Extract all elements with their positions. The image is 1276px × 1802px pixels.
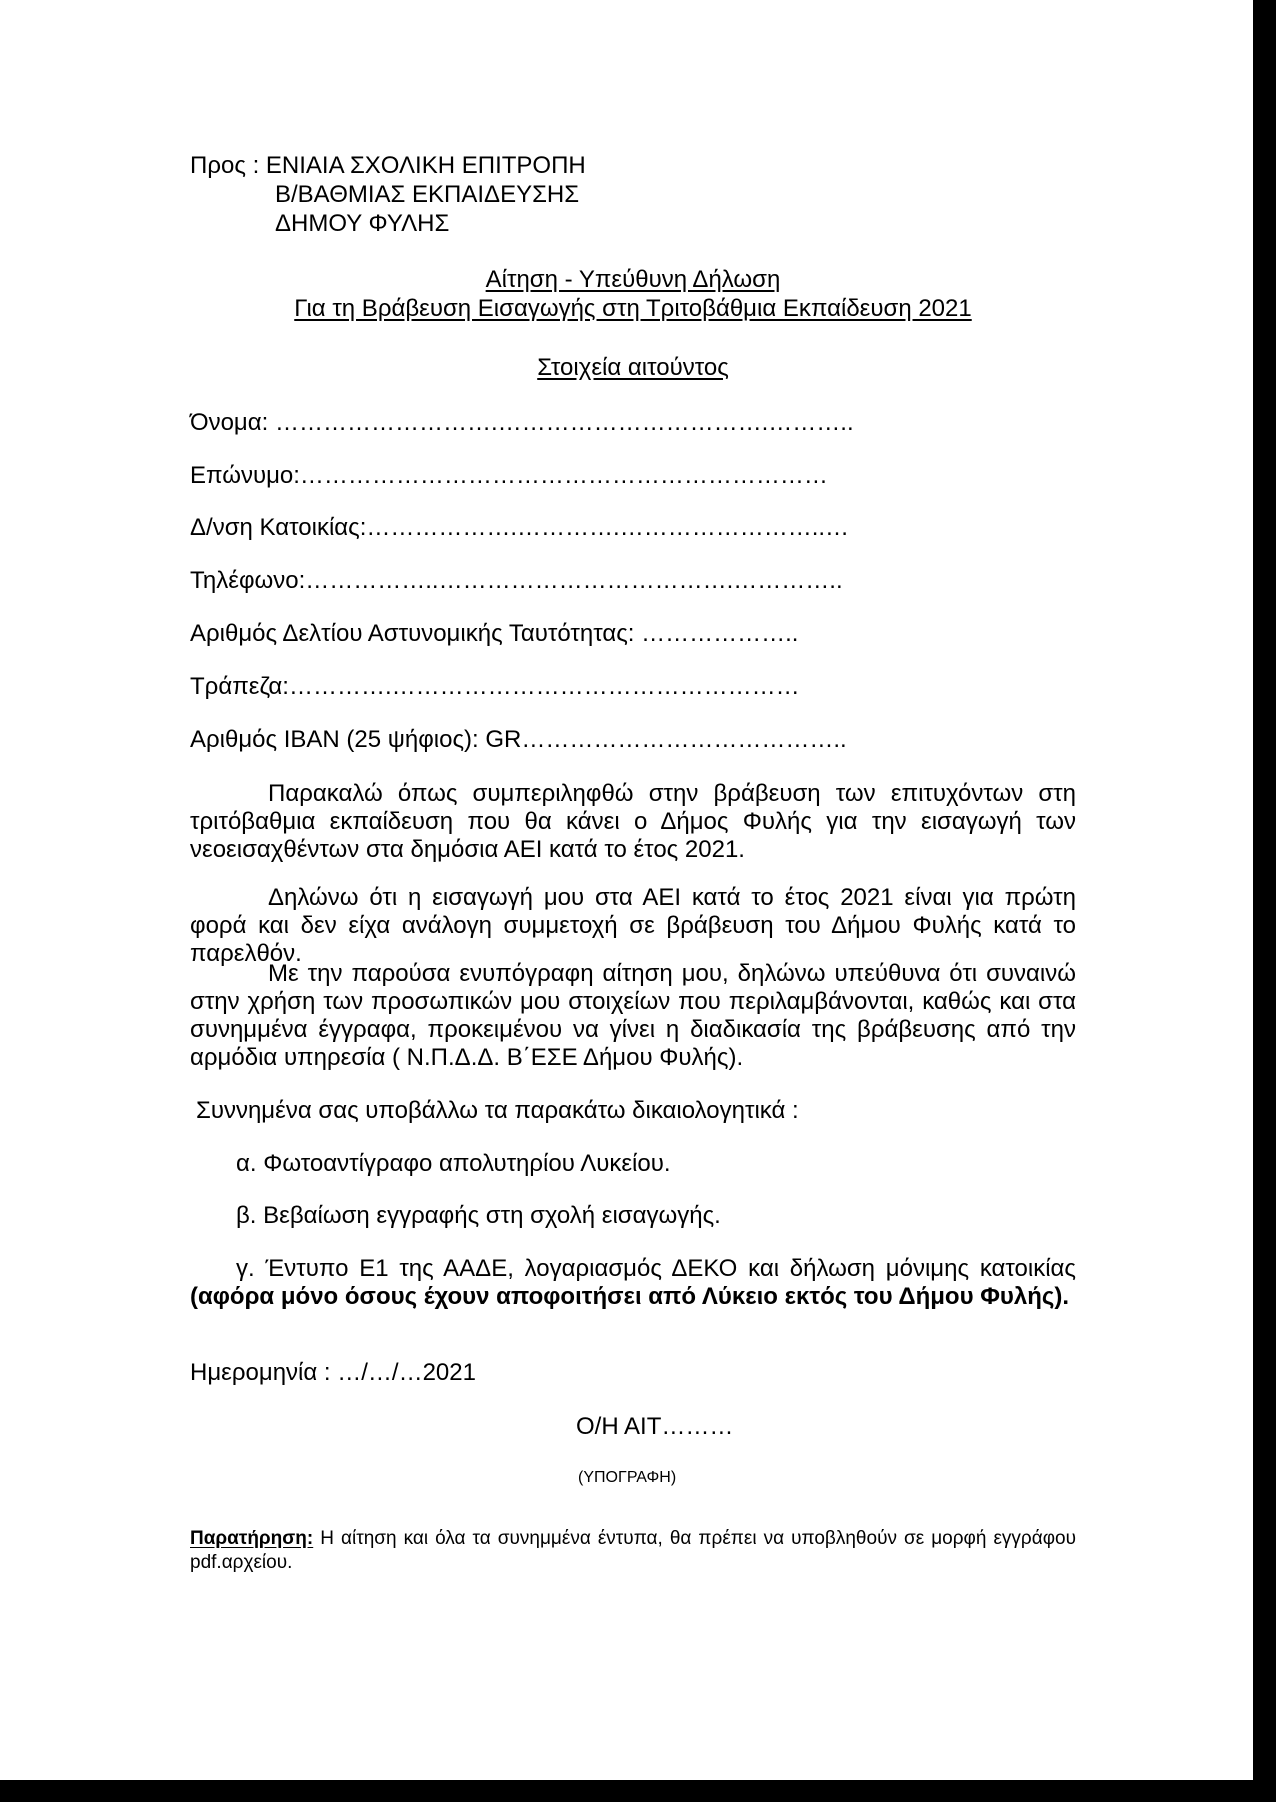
recipient-name: ΕΝΙΑΙΑ ΣΧΟΛΙΚΗ ΕΠΙΤΡΟΠΗ (265, 152, 586, 179)
paragraph-request (190, 780, 1076, 864)
field-bank[interactable]: Τράπεζα:………….…………………………………………… (190, 673, 800, 700)
document-subtitle (190, 295, 1076, 323)
recipient-line-3: ΔΗΜΟΥ ΦΥΛΗΣ (275, 210, 450, 237)
field-phone[interactable]: Τηλέφωνο:……………..……………………………….………….. (190, 567, 843, 594)
paragraph-consent-text: Με την παρούσα ενυπόγραφη αίτηση μου, δηλώνω υπεύθυνα ότι συναινώ στην χρήση των προσωπικών μου στοιχείων που περιλαμβάνονται, καθώς και στα συνημμένα έγγραφα, προκειμένου να γίνει η διαδικασία της βράβευσης από την αρμόδια υπηρεσία ( Ν.Π.Δ.Δ. Β΄ΕΣΕ Δήμου Φυλής). (190, 960, 1076, 1071)
signature-caption: (ΥΠΟΓΡΑΦΗ) (578, 1469, 677, 1486)
page-shadow-right (1253, 0, 1276, 1802)
field-name[interactable]: Όνομα: ……………………….…………………………….……….. (190, 409, 854, 436)
page-shadow-bottom (0, 1780, 1276, 1802)
paragraph-consent (190, 960, 1076, 1072)
note-text: Η αίτηση και όλα τα συνημμένα έντυπα, θα πρέπει να υποβληθούν σε μορφή εγγράφου pdf.αρχείου. (190, 1528, 1076, 1573)
field-surname[interactable]: Επώνυμο:………………………………………………………… (190, 462, 828, 489)
document-title (190, 266, 1076, 294)
attachment-c-note: (αφόρα μόνο όσους έχουν αποφοιτήσει από Λύκειο εκτός του Δήμου Φυλής). (190, 1283, 1070, 1310)
attachments-intro: Συννημένα σας υποβάλλω τα παρακάτω δικαιολογητικά : (196, 1097, 799, 1124)
paragraph-declaration (190, 884, 1076, 968)
attachment-a: α. Φωτοαντίγραφο απολυτηρίου Λυκείου. (236, 1150, 671, 1177)
recipient-line-2: Β/ΒΑΘΜΙΑΣ ΕΚΠΑΙΔΕΥΣΗΣ (275, 181, 580, 208)
title-line-2: Για τη Βράβευση Εισαγωγής στη Τριτοβάθμια Εκπαίδευση 2021 (294, 295, 972, 322)
signature-name[interactable]: Ο/Η ΑΙΤ……… (576, 1413, 734, 1440)
paragraph-request-text: Παρακαλώ όπως συμπεριληφθώ στην βράβευση των επιτυχόντων στη τριτόβαθμια εκπαίδευση που θα κάνει ο Δήμος Φυλής για την εισαγωγή των νεοεισαχθέντων στα δημόσια ΑΕΙ κατά το έτος 2021. (190, 780, 1076, 863)
note-label: Παρατήρηση: (190, 1528, 314, 1549)
title-line-1: Αίτηση - Υπεύθυνη Δήλωση (485, 266, 781, 293)
attachment-c (190, 1255, 1076, 1311)
field-iban[interactable]: Αριθμός IBAN (25 ψήφιος): GR………………………………….. (190, 726, 847, 753)
field-id-card[interactable]: Αριθμός Δελτίου Αστυνομικής Ταυτότητας: ……………….. (190, 620, 799, 647)
recipient-prefix: Προς : (190, 152, 260, 179)
note (190, 1527, 1076, 1575)
recipient-line-1 (190, 152, 586, 180)
attachment-c-text: γ. Έντυπο Ε1 της ΑΑΔΕ, λογαριασμός ΔΕΚΟ και δήλωση μόνιμης κατοικίας (236, 1255, 1076, 1282)
attachment-b: β. Βεβαίωση εγγραφής στη σχολή εισαγωγής. (236, 1202, 721, 1229)
date-line[interactable]: Ημερομηνία : …/…/…2021 (190, 1359, 476, 1386)
paragraph-declaration-text: Δηλώνω ότι η εισαγωγή μου στα ΑΕΙ κατά το έτος 2021 είναι για πρώτη φορά και δεν είχα ανάλογη συμμετοχή σε βράβευση του Δήμου Φυλής κατά το παρελθόν. (190, 884, 1076, 967)
section-title-text: Στοιχεία αιτούντος (537, 354, 729, 381)
field-address[interactable]: Δ/νση Κατοικίας:……………….………….……………………..… (190, 514, 850, 541)
section-title (190, 354, 1076, 382)
